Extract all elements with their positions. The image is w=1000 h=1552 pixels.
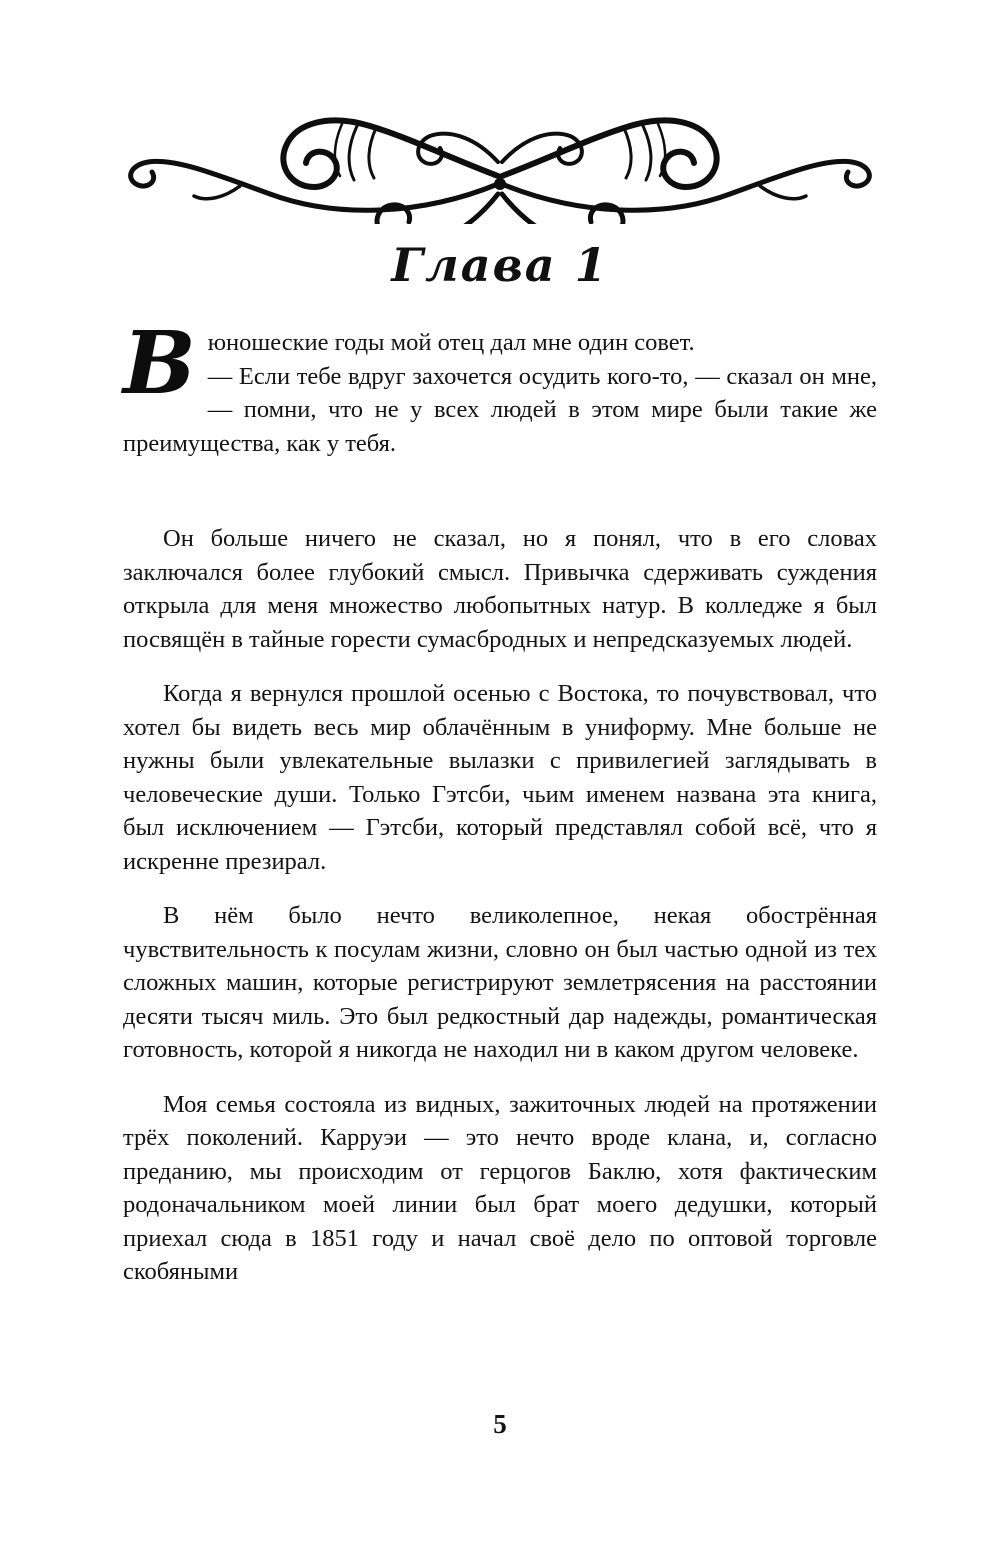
header-ornament (0, 0, 1000, 224)
opening-line: юношеские годы мой отец дал мне один совет. (207, 329, 695, 356)
flourish-icon (120, 66, 880, 224)
paragraph: В нём было нечто великолепное, некая обострённая чувствительность к посулам жизни, словно он был частью одной из тех сложных машин, которые регистрируют землетрясения на расстоянии десяти тысяч миль. Это был редкостный дар надежды, романтическая готовность, которой я никогда не находил ни в каком другом человеке. (123, 902, 877, 1063)
chapter-title: Глава 1 (391, 238, 609, 292)
drop-cap: В (123, 313, 196, 414)
dialogue-paragraph: — Если тебе вдруг захочется осудить кого-то, — сказал он мне, — помни, что не у всех людей в этом мире были такие же преимущества, как у тебя. (123, 362, 877, 457)
paragraph: Он больше ничего не сказал, но я понял, что в его словах заключался более глубокий смысл. Привычка сдерживать суждения открыла для меня множество любопытных натур. В колледже я был посвящён в тайные горести сумасбродных и непредсказуемых людей. (123, 525, 877, 653)
body-text (123, 313, 877, 1289)
paragraph: Когда я вернулся прошлой осенью с Востока, то почувствовал, что хотел бы видеть весь мир облачённым в униформу. Мне больше не нужны были увлекательные вылазки с привилегией заглядывать в человеческие души. Только Гэтсби, чьим именем названа эта книга, был исключением — Гэтсби, который представлял собой всё, что я искренне презирал. (123, 680, 877, 875)
page-number: 5 (493, 1409, 507, 1439)
paragraph: Моя семья состояла из видных, зажиточных людей на протяжении трёх поколений. Карруэи — это нечто вроде клана, и, согласно преданию, мы происходим от герцогов Баклю, хотя фактическим родоначальником моей линии был брат моего дедушки, который приехал сюда в 1851 году и начал своё дело по оптовой торговле скобяными (123, 1090, 877, 1285)
